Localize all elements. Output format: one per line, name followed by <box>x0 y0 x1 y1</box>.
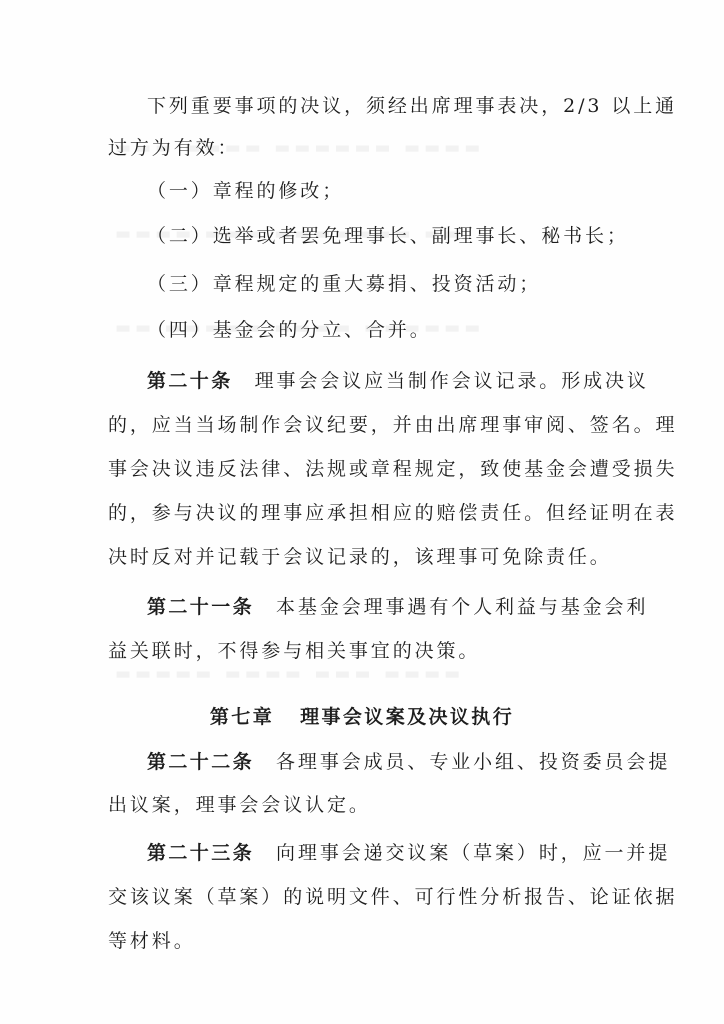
list-item: （三）章程规定的重大募捐、投资活动； <box>147 273 542 295</box>
list-item: （一）章程的修改； <box>147 180 345 202</box>
article-20-line: 的，应当当场制作会议纪要，并由出席理事审阅、签名。理 <box>108 414 678 436</box>
article-23-label: 第二十三条 <box>147 842 255 864</box>
article-20-text: 理事会会议应当制作会议记录。形成决议 <box>254 370 649 392</box>
article-22-label: 第二十二条 <box>147 751 255 773</box>
article-20-line: 的，参与决议的理事应承担相应的赔偿责任。但经证明在表 <box>108 502 678 524</box>
article-23-first-line <box>147 839 671 867</box>
article-21-label: 第二十一条 <box>147 596 255 618</box>
article-21-line: 益关联时，不得参与相关事宜的决策。 <box>108 640 481 662</box>
list-item: （四）基金会的分立、合并。 <box>147 319 432 341</box>
show-through-texture <box>115 664 615 684</box>
chapter-number: 第七章 <box>209 706 275 728</box>
article-22-line: 出议案，理事会会议认定。 <box>108 794 371 816</box>
article-20-line: 事会决议违反法律、法规或章程规定，致使基金会遭受损失 <box>108 458 678 480</box>
article-22-text: 各理事会成员、专业小组、投资委员会提 <box>276 751 671 773</box>
chapter-heading <box>0 703 724 731</box>
paragraph-line: 过方为有效： <box>108 137 240 159</box>
article-23-line: 等材料。 <box>108 930 196 952</box>
article-20-label: 第二十条 <box>147 370 233 392</box>
article-21-text: 本基金会理事遇有个人利益与基金会利 <box>276 596 649 618</box>
article-23-text: 向理事会递交议案（草案）时，应一并提 <box>276 842 671 864</box>
paragraph-line: 下列重要事项的决议，须经出席理事表决，2/3 以上通 <box>147 95 678 117</box>
article-20-line: 决时反对并记载于会议记录的，该理事可免除责任。 <box>108 546 612 568</box>
article-22-first-line <box>147 748 671 776</box>
list-item: （二）选举或者罢免理事长、副理事长、秘书长； <box>147 225 629 247</box>
article-21-first-line <box>147 593 649 621</box>
chapter-title: 理事会议案及决议执行 <box>300 706 515 728</box>
article-23-line: 交该议案（草案）的说明文件、可行性分析报告、论证依据 <box>108 886 678 908</box>
article-20-first-line <box>147 367 649 395</box>
